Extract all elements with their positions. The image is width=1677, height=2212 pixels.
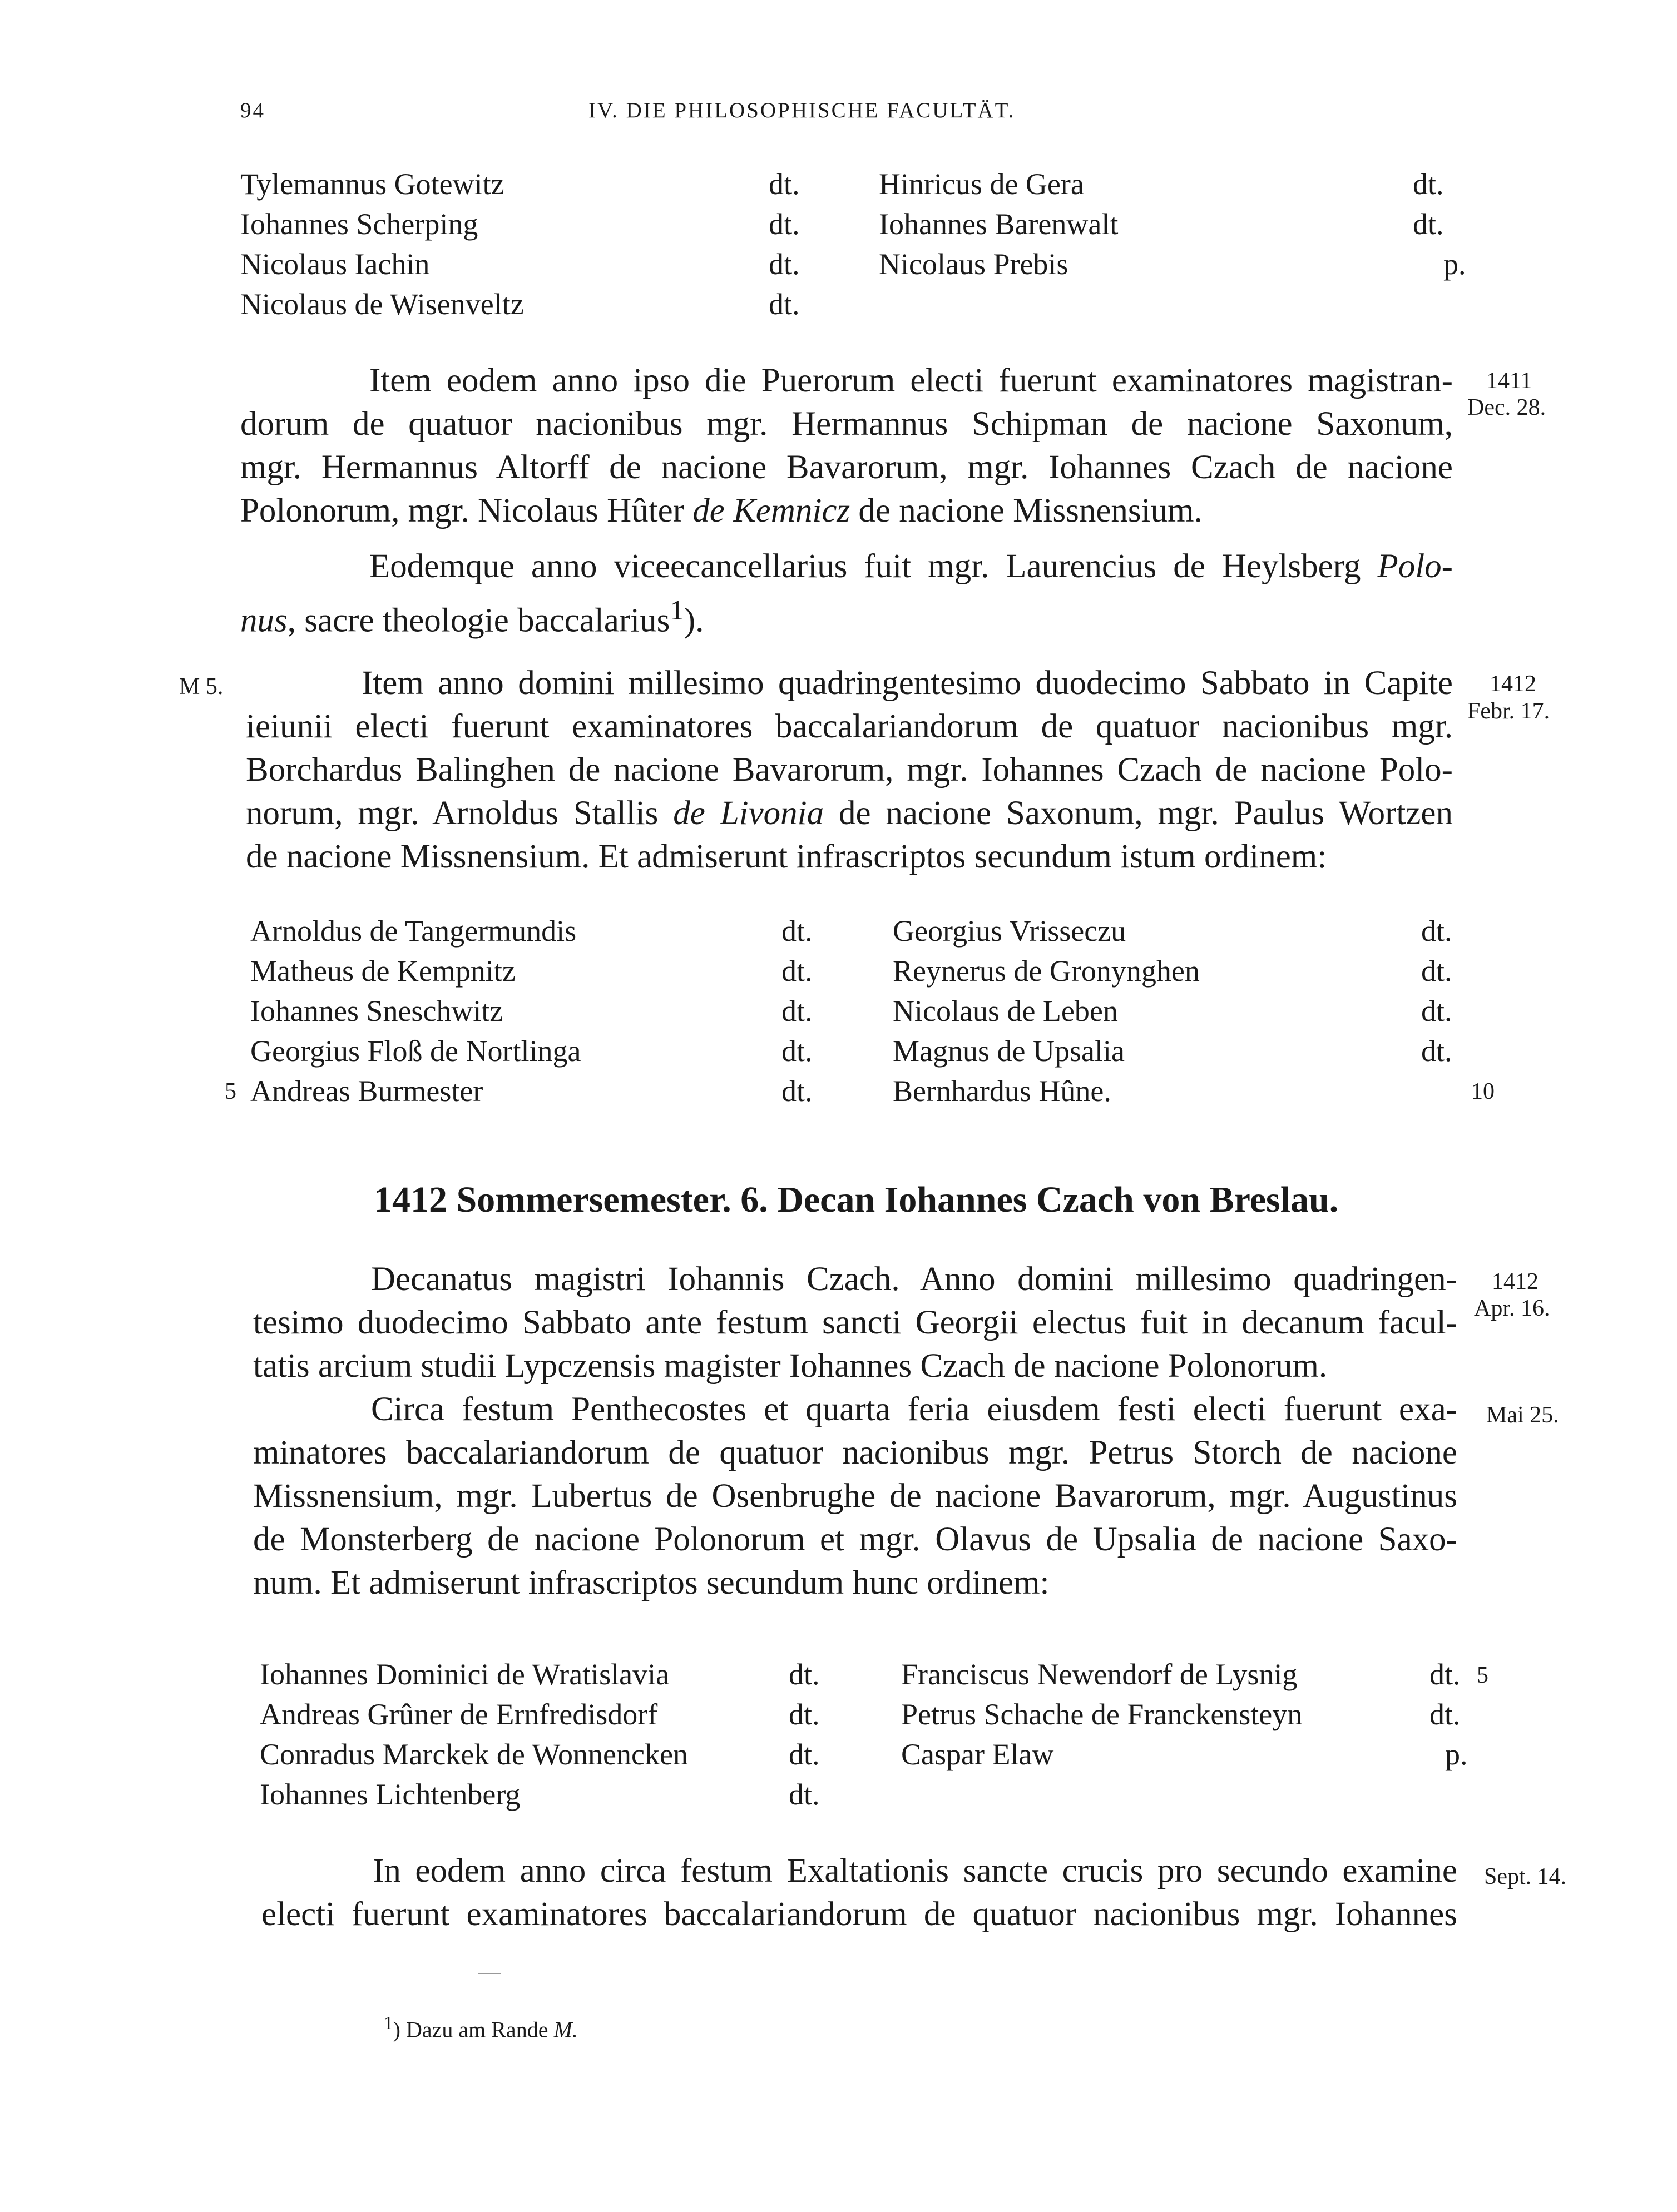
list-item: Iohannes Scherping <box>240 207 478 241</box>
list-item-mark: dt. <box>1413 207 1444 241</box>
list-item: Iohannes Sneschwitz <box>250 994 503 1028</box>
list-item: Georgius Floß de Nortlinga <box>250 1034 581 1068</box>
margin-date: Sept. 14. <box>1484 1864 1567 1889</box>
list-item: Nicolaus de Wisenveltz <box>240 287 524 321</box>
margin-date: Dec. 28. <box>1467 395 1546 420</box>
text-line: mgr. Hermannus Altorff de nacione Bavarorum, mgr. Iohannes Czach de nacione <box>240 449 1453 486</box>
list-item: Franciscus Newendorf de Lysnig <box>901 1658 1298 1691</box>
text-line: Polonorum, mgr. Nicolaus Hûter de Kemnicz de nacione Missnensium. <box>240 492 1203 529</box>
text-line: In eodem anno circa festum Exaltationis sancte crucis pro secundo examine <box>373 1852 1457 1889</box>
list-item: Nicolaus Prebis <box>879 247 1068 281</box>
list-item: Reynerus de Gronynghen <box>893 954 1200 988</box>
left-margin-note: M 5. <box>179 674 224 700</box>
paragraph-examinatores-baccalariandorum-1 <box>246 662 1453 879</box>
list-item-mark: dt. <box>789 1698 820 1731</box>
list-item: Iohannes Barenwalt <box>879 207 1119 241</box>
list-item: Tylemannus Gotewitz <box>240 167 504 201</box>
text-line: ieiunii electi fuerunt examinatores baccalariandorum de quatuor nacionibus mgr. <box>246 708 1453 745</box>
footnote-ref: 1 <box>670 594 684 626</box>
line-number: 10 <box>1471 1079 1495 1104</box>
line-number: 5 <box>1477 1663 1488 1688</box>
text-line: norum, mgr. Arnoldus Stallis de Livonia de nacione Saxonum, mgr. Paulus Wortzen <box>246 795 1453 832</box>
margin-date: Mai 25. <box>1486 1402 1559 1428</box>
text-line: electi fuerunt examinatores baccalariandorum de quatuor nacionibus mgr. Iohannes <box>261 1896 1457 1933</box>
list-item-mark: dt. <box>789 1658 820 1691</box>
text-line: minatores baccalariandorum de quatuor nacionibus mgr. Petrus Storch de nacione <box>253 1434 1457 1471</box>
list-item: Arnoldus de Tangermundis <box>250 914 577 948</box>
list-item: Matheus de Kempnitz <box>250 954 516 988</box>
text-line: Circa festum Penthecostes et quarta feria eiusdem festi electi fuerunt exa- <box>371 1391 1457 1428</box>
list-item-mark: dt. <box>769 207 800 241</box>
text-line: tesimo duodecimo Sabbato ante festum sancti Georgii electus fuit in decanum facul- <box>253 1304 1457 1341</box>
text-line: de nacione Missnensium. Et admiserunt infrascriptos secundum istum ordinem: <box>246 838 1327 875</box>
list-item-mark: dt. <box>1421 994 1452 1028</box>
list-item: Iohannes Dominici de Wratislavia <box>260 1658 670 1691</box>
list-item: Bernhardus Hûne. <box>893 1074 1111 1108</box>
text-line: de Monsterberg de nacione Polonorum et mgr. Olavus de Upsalia de nacione Saxo- <box>253 1521 1457 1558</box>
list-item-mark: dt. <box>769 247 800 281</box>
footnote: $^1$) Dazu am Rande M. <box>384 2013 578 2042</box>
list-item: Nicolaus Iachin <box>240 247 430 281</box>
list-item-mark: dt. <box>781 914 813 948</box>
text-line: num. Et admiserunt infrascriptos secundum hunc ordinem: <box>253 1564 1050 1601</box>
margin-date: Febr. 17. <box>1467 698 1550 724</box>
list-item: Magnus de Upsalia <box>893 1034 1125 1068</box>
list-item-mark: dt. <box>781 994 813 1028</box>
text-line: Borchardus Balinghen de nacione Bavarorum, mgr. Iohannes Czach de nacione Polo- <box>246 751 1453 788</box>
list-item-mark: dt. <box>1429 1658 1461 1691</box>
text-line: nus, sacre theologie baccalarius$^1$). <box>240 594 704 639</box>
paragraph-penthecostes <box>253 1388 1457 1605</box>
text-line: Item anno domini millesimo quadringentesimo duodecimo Sabbato in Capite <box>362 664 1453 702</box>
list-item: Hinricus de Gera <box>879 167 1084 201</box>
text-line: dorum de quatuor nacionibus mgr. Hermannus Schipman de nacione Saxonum, <box>240 405 1453 443</box>
list-item-mark: dt. <box>1421 954 1452 988</box>
list-item: Nicolaus de Leben <box>893 994 1118 1028</box>
paragraph-examinatores-magistrandorum <box>240 359 1453 533</box>
paragraph-decanatus <box>253 1258 1457 1388</box>
margin-date: Apr. 16. <box>1474 1296 1550 1321</box>
margin-year: 1412 <box>1490 671 1536 697</box>
line-number: 5 <box>225 1079 236 1104</box>
list-item: Iohannes Lichtenberg <box>260 1778 521 1811</box>
paragraph-viceecancellarius <box>240 545 1453 642</box>
list-item: Andreas Burmester <box>250 1074 483 1108</box>
footnote-number: 1 <box>384 2013 393 2034</box>
paragraph-exaltationis <box>261 1849 1457 1936</box>
page-number: 94 <box>240 98 265 122</box>
list-item-mark: p. <box>1443 247 1466 281</box>
list-item: Conradus Marckek de Wonnencken <box>260 1738 688 1771</box>
list-item-mark: dt. <box>789 1738 820 1771</box>
list-item-mark: dt. <box>789 1778 820 1811</box>
text-line: Decanatus magistri Iohannis Czach. Anno domini millesimo quadringen- <box>371 1261 1457 1298</box>
list-item-mark: dt. <box>781 1074 813 1108</box>
list-item: Caspar Elaw <box>901 1738 1054 1771</box>
list-item: Andreas Grûner de Ernfredisdorf <box>260 1698 658 1731</box>
list-item-mark: dt. <box>769 287 800 321</box>
list-item-mark: dt. <box>1429 1698 1461 1731</box>
footnote-rule <box>478 1973 501 1974</box>
list-item-mark: dt. <box>1413 167 1444 201</box>
list-item-mark: dt. <box>1421 1034 1452 1068</box>
text-line: Missnensium, mgr. Lubertus de Osenbrughe de nacione Bavarorum, mgr. Augustinus <box>253 1477 1457 1515</box>
list-item: Petrus Schache de Franckensteyn <box>901 1698 1303 1731</box>
list-item: Georgius Vrisseczu <box>893 914 1126 948</box>
list-item-mark: dt. <box>769 167 800 201</box>
margin-year: 1411 <box>1486 368 1532 394</box>
list-item-mark: dt. <box>1421 914 1452 948</box>
section-heading: 1412 Sommersemester. 6. Decan Iohannes Czach von Breslau. <box>374 1179 1339 1220</box>
text-line: Item eodem anno ipso die Puerorum electi fuerunt examinatores magistran- <box>369 362 1453 399</box>
running-title: IV. DIE PHILOSOPHISCHE FACULTÄT. <box>588 98 1016 122</box>
text-line: Eodemque anno viceecancellarius fuit mgr. Laurencius de Heylsberg Polo- <box>369 548 1453 585</box>
list-item-mark: p. <box>1445 1738 1468 1771</box>
list-item-mark: dt. <box>781 1034 813 1068</box>
list-item-mark: dt. <box>781 954 813 988</box>
text-line: tatis arcium studii Lypczensis magister Iohannes Czach de nacione Polonorum. <box>253 1347 1328 1385</box>
margin-year: 1412 <box>1492 1269 1539 1295</box>
